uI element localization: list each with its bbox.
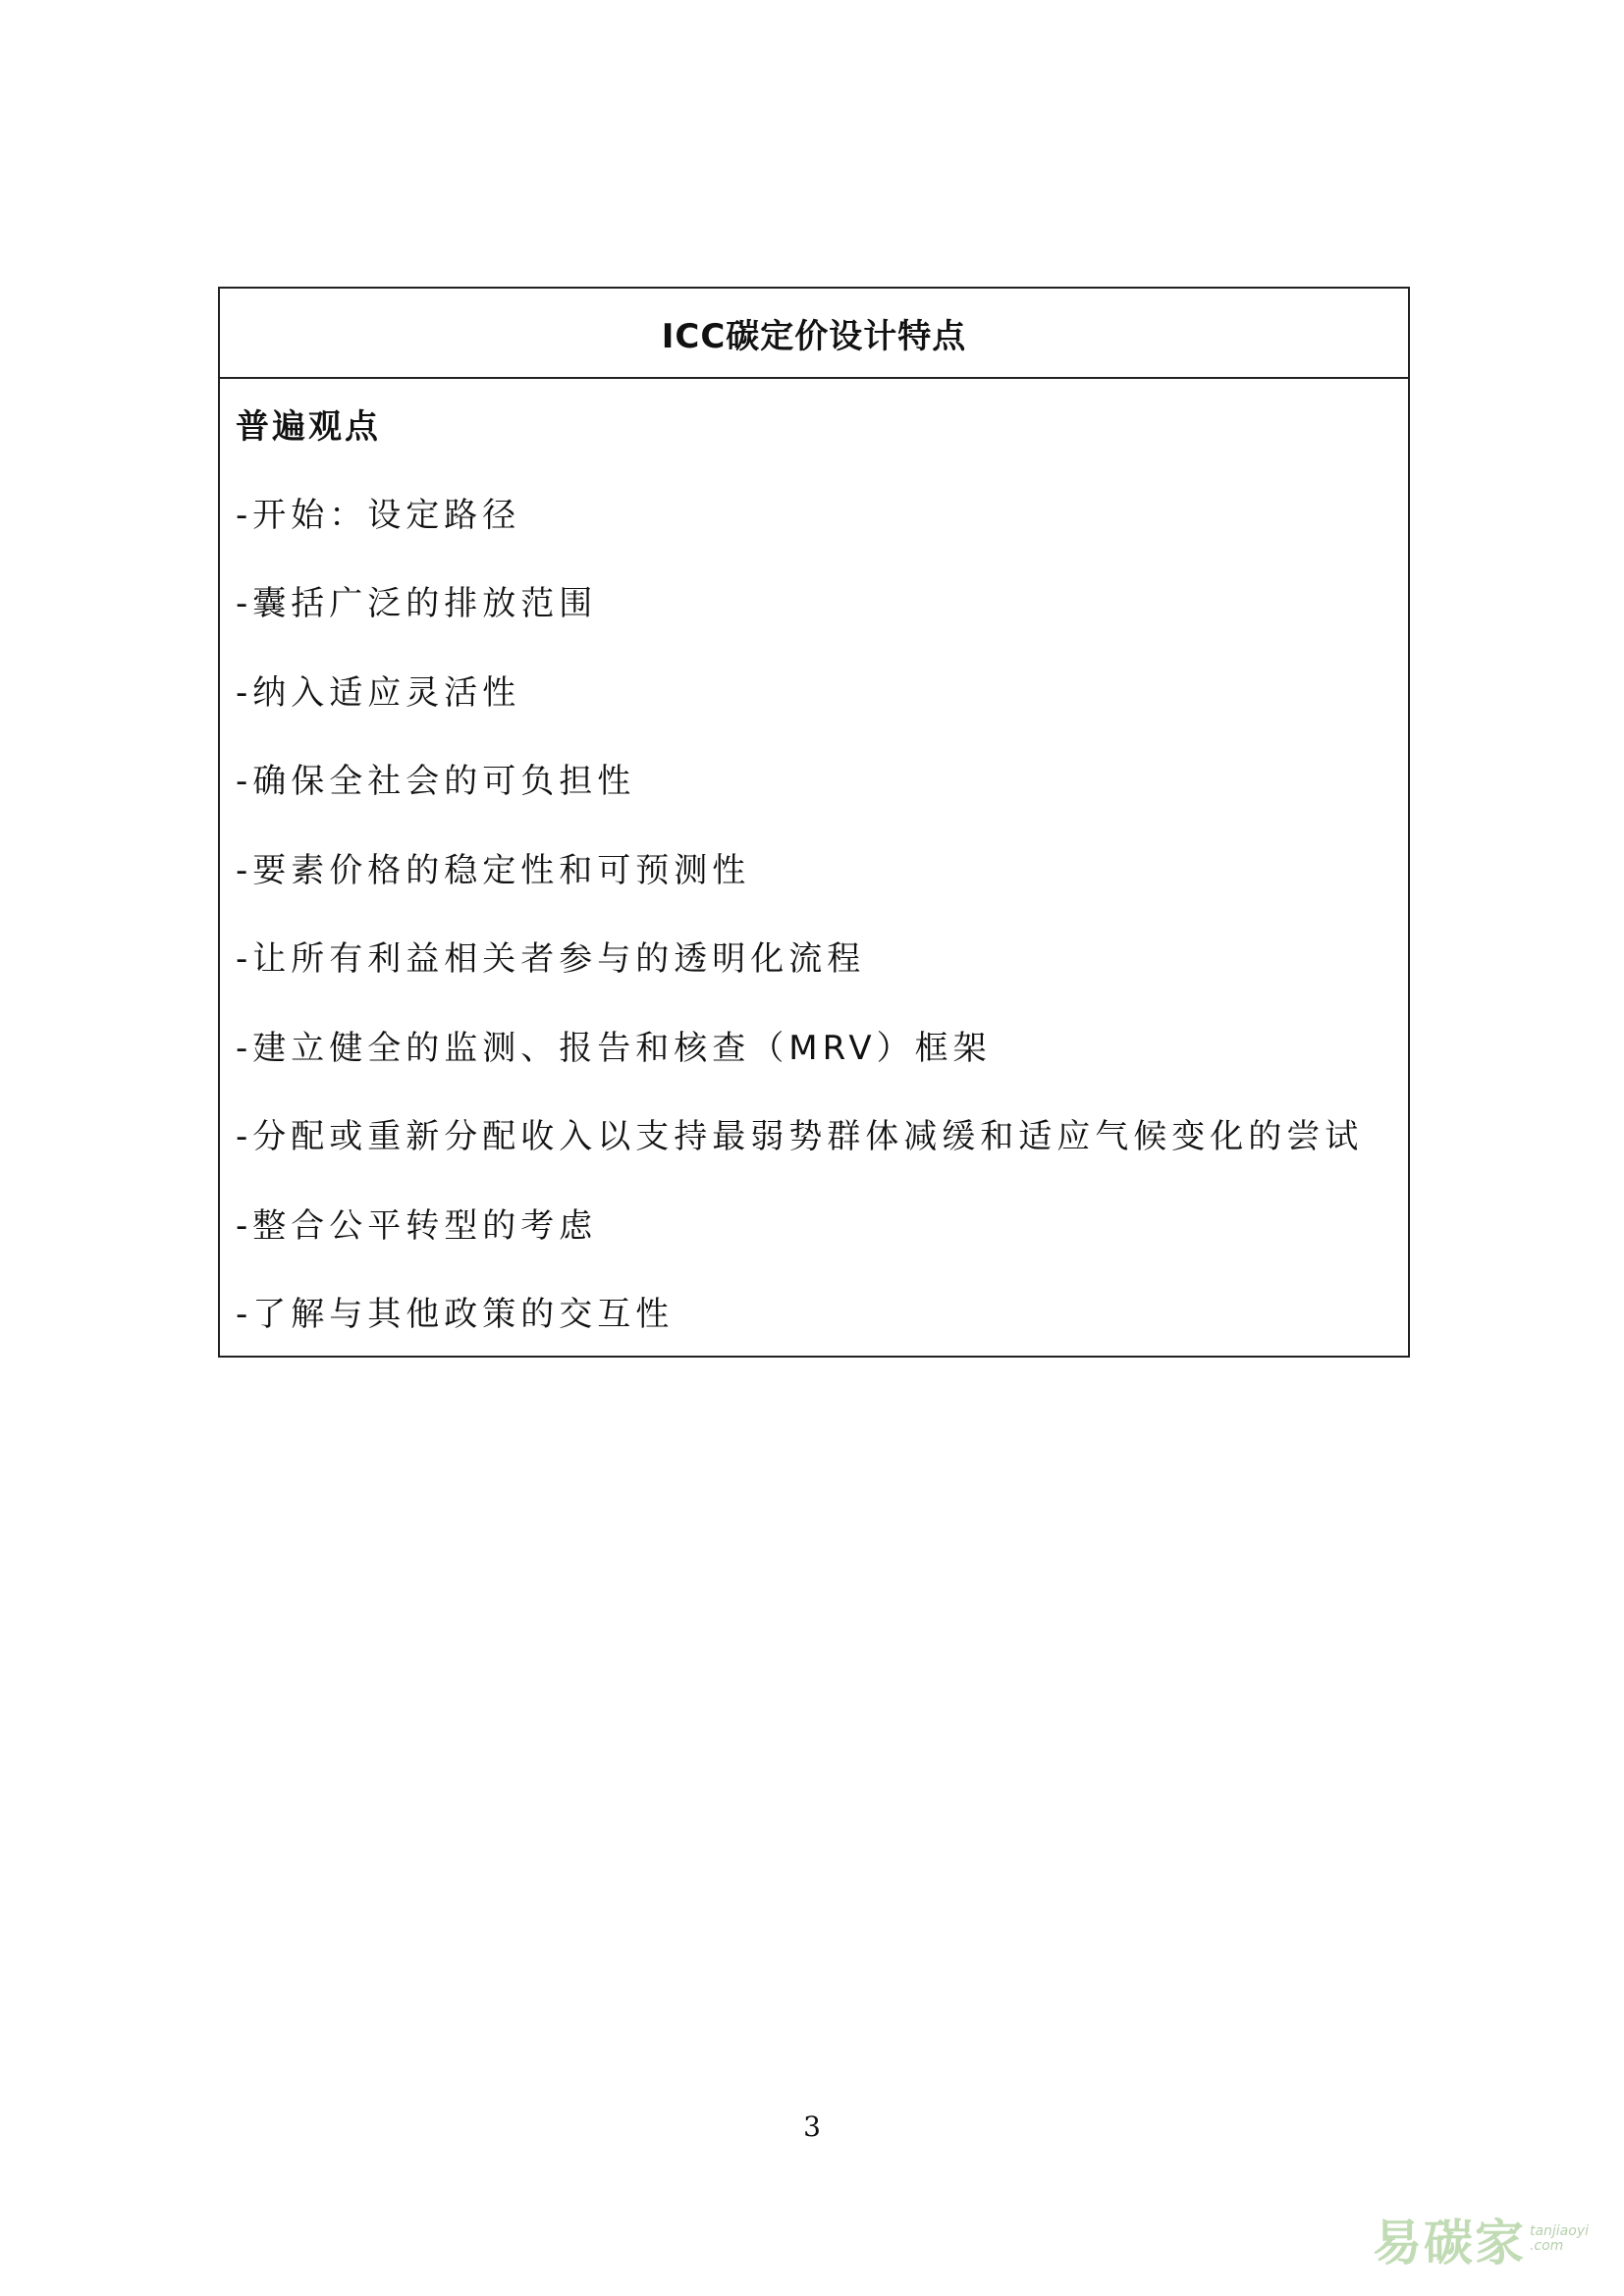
list-item: -建立健全的监测、报告和核查（MRV）框架 (236, 1028, 992, 1068)
list-item: -囊括广泛的排放范围 (236, 584, 598, 624)
watermark-logo-text: 易碳家 (1372, 2215, 1526, 2271)
list-item: -了解与其他政策的交互性 (236, 1295, 675, 1335)
watermark-logo (1373, 2204, 1589, 2274)
watermark-domain-name: tanjiaoyi (1529, 2222, 1589, 2239)
list-item: -开始：设定路径 (236, 495, 521, 535)
list-item: -要素价格的稳定性和可预测性 (236, 850, 751, 890)
list-item: -纳入适应灵活性 (236, 672, 521, 713)
list-item: -分配或重新分配收入以支持最弱势群体减缓和适应气候变化的尝试 (236, 1117, 1364, 1157)
watermark-domain (1530, 2224, 1589, 2255)
feature-list (236, 467, 1392, 1356)
watermark-domain-tld: .com (1529, 2238, 1564, 2254)
page-number: 3 (803, 2110, 821, 2143)
list-item: -让所有利益相关者参与的透明化流程 (236, 939, 866, 980)
list-item: -确保全社会的可负担性 (236, 762, 636, 802)
feature-table (218, 287, 1410, 1358)
list-item: -整合公平转型的考虑 (236, 1205, 598, 1246)
table-title: ICC碳定价设计特点 (220, 289, 1408, 379)
table-body (220, 379, 1408, 1356)
section-subheading: 普遍观点 (236, 406, 381, 447)
